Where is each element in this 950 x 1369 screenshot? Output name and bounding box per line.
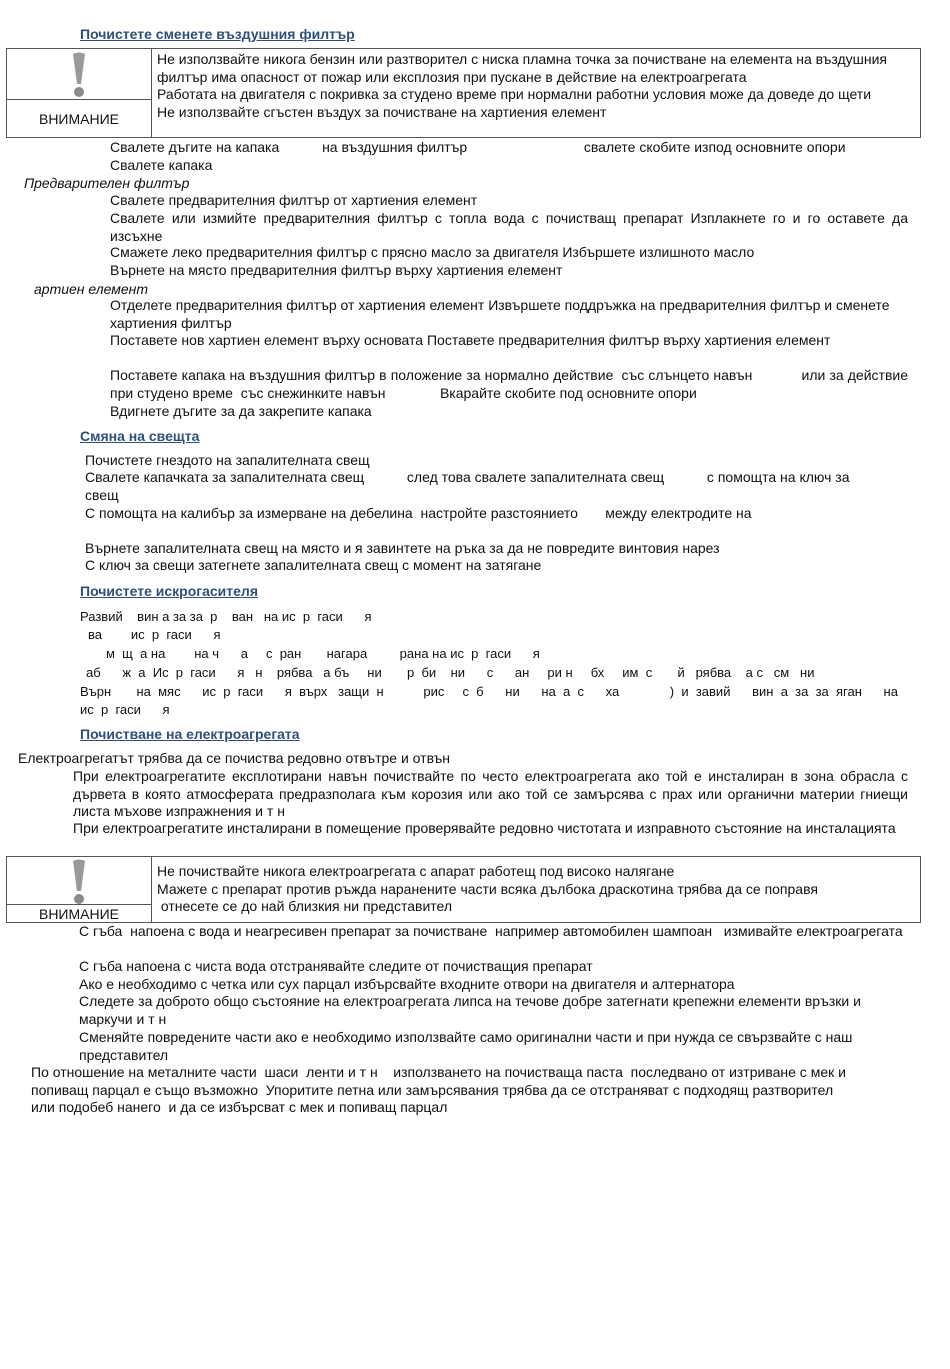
- warning-divider: [7, 99, 151, 100]
- spark-plug-item: С ключ за свещи затегнете запалителната свещ с момент на затягане: [85, 557, 542, 573]
- warning-label-cell: [7, 857, 152, 922]
- genset-item: При електроагрегатите експлотирани навън почиствайте по често електроагрегата ако той е инсталиран в зона обрасла с дървета в която атмосферата предразполага към корозия или ако той се замърсява с прах или органични материи гниещи листа мъхове изпражнения и т н: [73, 768, 908, 819]
- spark-plug-item: Върнете запалителната свещ на място и я завинтете на ръка за да не повредите винтовия нарез: [85, 540, 720, 556]
- prefilter-item: Смажете леко предварителния филтър с прясно масло за двигателя Избършете излишното масло: [110, 244, 755, 260]
- warning-label: ВНИМАНИЕ: [38, 111, 120, 127]
- warning-line: Не използвайте сгъстен въздух за почистване на хартиения елемент: [157, 103, 607, 120]
- section-heading-spark-arrester: Почистете искрогасителя: [80, 583, 258, 599]
- spark-plug-item: Почистете гнездото на запалителната свещ: [85, 452, 370, 468]
- genset-step: Сменяйте повредените части ако е необходимо използвайте само оригинални части и при нужда се свързвайте с наш представител: [79, 1029, 853, 1063]
- prefilter-item: Върнете на място предварителния филтър върху хартиения елемент: [110, 262, 563, 278]
- warning-box-genset: [6, 856, 921, 923]
- warning-line: Не почиствайте никога електроагрегата с апарат работещ под високо налягане: [157, 863, 675, 879]
- spark-plug-item: Свалете капачката за запалителната свещ след това свалете запалителната свещ с помощта на ключ за свещ: [85, 469, 854, 503]
- paper-item: Поставете нов хартиен елемент върху основата Поставете предварителния филтър върху хартиения елемент: [110, 332, 831, 348]
- paper-item: Отделете предварителния филтър от хартиения елемент Извършете поддръжка на предварителния филтър и сменете хартиения филтър: [110, 297, 890, 331]
- subheading-prefilter: Предварителен филтър: [24, 175, 190, 191]
- section-heading-air-filter: Почистете сменете въздушния филтър: [80, 26, 355, 42]
- paper-item: Вдигнете дъгите за да закрепите капака: [110, 403, 372, 419]
- section-heading-genset-cleaning: Почистване на електроагрегата: [80, 726, 300, 742]
- warning-divider: [7, 904, 151, 905]
- arrester-line: ва ис р гаси я: [88, 627, 221, 642]
- arrester-line: ис р гаси я: [80, 702, 170, 717]
- subheading-paper-element: артиен елемент: [34, 281, 148, 297]
- warning-line: отнесете се до най близкия ни представител: [157, 898, 453, 914]
- genset-item: При електроагрегатите инсталирани в помещение проверявайте редовно чистотата и изправното състояние на инсталацията: [73, 820, 896, 836]
- arrester-line: Развий вин а за за р ван на ис р гаси я: [80, 609, 372, 624]
- genset-intro: Електроагрегатът трябва да се почиства редовно отвътре и отвън: [18, 750, 451, 766]
- exclamation-mark-icon: [70, 52, 88, 98]
- step-remove-cover: Свалете дъгите на капака на въздушния филтър свалете скобите изпод основните опори Свалете капака: [110, 139, 854, 173]
- genset-step: Следете за доброто общо състояние на електроагрегата липса на течове добре затегнати крепежни елементи връзки и маркучи и т н: [79, 993, 861, 1027]
- warning-text: [157, 863, 914, 916]
- genset-step: С гъба напоена с чиста вода отстранявайте следите от почистващия препарат: [79, 958, 593, 974]
- spark-plug-item: С помощта на калибър за измерване на дебелина настройте разстоянието между електродите на: [85, 505, 752, 521]
- prefilter-item: Свалете предварителния филтър от хартиения елемент: [110, 192, 478, 208]
- paper-item: Поставете капака на въздушния филтър в положение за нормално действие със слънцето навън или за действие при студено време със снежинките навън Вкарайте скобите под основните опори: [110, 367, 912, 401]
- prefilter-item: Свалете или измийте предварителния филтър с топла вода с почистващ препарат Изплакнете го и го оставете да изсъхне: [110, 210, 908, 244]
- warning-box-air-filter: [6, 48, 921, 138]
- arrester-line: аб ж а Ис р гаси я н рябва а бъ ни р би ни с ан ри н бх им с й рябва а с см ни: [86, 665, 815, 680]
- warning-text: [157, 51, 914, 121]
- section-heading-spark-plug: Смяна на свещта: [80, 428, 200, 444]
- warning-line: Работата на двигателя с покривка за студено време при нормални работни условия може да доведе до щети: [157, 86, 872, 102]
- warning-label-cell: [7, 49, 152, 137]
- arrester-line: м щ а на на ч а с ран нагара рана на ис р гаси я: [106, 646, 540, 661]
- genset-closing: По отношение на металните части шаси ленти и т н използването на почистваща паста последвано от изтриване с мек и попиващ парцал е също възможно Упоритите петна или замърсявания трябва да се отстраняват с подходящ разтворител или подобеб нанего и да се избърсват с мек и попиващ парцал: [31, 1064, 904, 1115]
- genset-step: С гъба напоена с вода и неагресивен препарат за почистване например автомобилен шампоан измивайте електроагрегата: [79, 923, 903, 939]
- warning-label: ВНИМАНИЕ: [38, 906, 120, 922]
- warning-line: Мажете с препарат против ръжда наранените части всяка дълбока драскотина трябва да се поправя: [157, 880, 818, 897]
- arrester-line: Върн на мяс ис р гаси я върх защи н рис с б ни на а с ха ) и завий вин а за за яган на: [80, 684, 898, 699]
- genset-step: Ако е необходимо с четка или сух парцал избърсвайте входните отвори на двигателя и алтернатора: [79, 976, 735, 992]
- warning-line: Не използвайте никога бензин или разтворител с ниска пламна точка за почистване на елемента на въздушния филтър има опасност от пожар или експлозия при пускане в действие на електроагрегата: [157, 51, 888, 85]
- exclamation-mark-icon: [70, 859, 88, 905]
